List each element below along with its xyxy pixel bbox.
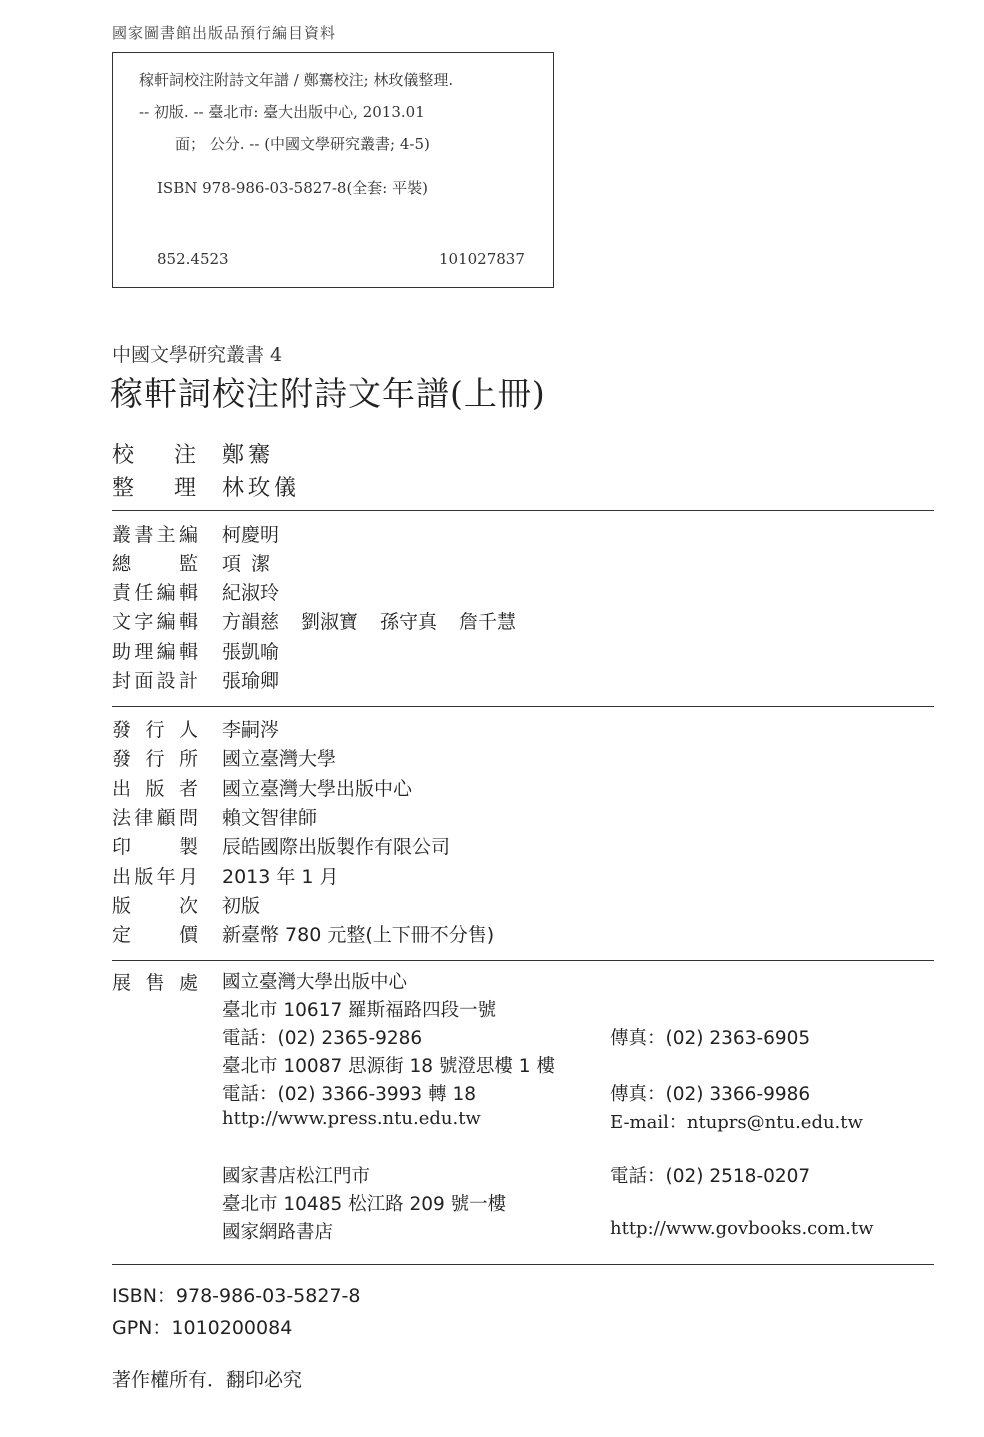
publication-row xyxy=(112,803,318,830)
publication-row xyxy=(112,774,413,801)
gpn: GPN：1010200084 xyxy=(112,1317,293,1339)
publication-row xyxy=(112,715,280,742)
ntu-press-address-1: 臺北市 10617 羅斯福路四段一號 xyxy=(222,1000,497,1021)
staff-label: 助理編輯 xyxy=(112,641,198,663)
publication-value: 初版 xyxy=(222,895,261,917)
staff-row xyxy=(112,637,280,664)
publication-label: 版次 xyxy=(112,895,198,917)
divider xyxy=(112,706,934,707)
cip-edition-line: -- 初版. -- 臺北市: 臺大出版中心, 2013.01 xyxy=(139,103,425,121)
staff-row xyxy=(112,549,281,576)
distribution-label: 展售處 xyxy=(112,972,198,994)
staff-name: 方韻慈 xyxy=(222,611,280,633)
cip-record-box xyxy=(112,52,554,288)
role-label: 校注 xyxy=(112,443,196,468)
staff-name: 張凱喻 xyxy=(222,641,280,663)
ntu-press-url: http://www.press.ntu.edu.tw xyxy=(222,1108,481,1129)
publication-value: 李嗣涔 xyxy=(222,719,280,741)
staff-label: 封面設計 xyxy=(112,670,198,692)
isbn: ISBN：978-986-03-5827-8 xyxy=(112,1285,361,1307)
staff-label: 總監 xyxy=(112,553,198,575)
publication-label: 印製 xyxy=(112,836,198,858)
publication-value: 辰皓國際出版製作有限公司 xyxy=(222,836,451,858)
publication-value: 國立臺灣大學出版中心 xyxy=(222,778,413,800)
ntu-press-name: 國立臺灣大學出版中心 xyxy=(222,972,408,993)
copyright-notice: 著作權所有．翻印必究 xyxy=(112,1369,303,1391)
staff-row xyxy=(112,666,280,693)
staff-name: 詹千慧 xyxy=(459,611,517,633)
publication-row xyxy=(112,744,337,771)
staff-name: 柯慶明 xyxy=(222,524,280,546)
publication-value: 新臺幣 780 元整(上下冊不分售) xyxy=(222,924,495,946)
distribution-label-row xyxy=(112,968,198,995)
publication-label: 法律顧問 xyxy=(112,807,198,829)
series-name: 中國文學研究叢書 4 xyxy=(112,344,283,366)
role-row-editor xyxy=(112,471,301,502)
staff-label: 文字編輯 xyxy=(112,611,198,633)
govbooks-url: http://www.govbooks.com.tw xyxy=(610,1218,874,1239)
staff-name: 劉淑寶 xyxy=(301,611,359,633)
staff-value xyxy=(222,520,301,547)
ntu-press-phone-2: 電話：(02) 3366-3993 轉 18 xyxy=(222,1084,476,1105)
ntu-press-phone-1: 電話：(02) 2365-9286 xyxy=(222,1028,423,1049)
staff-value xyxy=(222,549,302,576)
staff-value xyxy=(222,637,301,664)
role-value: 林玫儀 xyxy=(222,476,301,501)
govbooks-phone: 電話：(02) 2518-0207 xyxy=(610,1166,811,1187)
publication-row xyxy=(112,832,451,859)
staff-name: 紀淑玲 xyxy=(222,582,280,604)
divider xyxy=(112,510,934,511)
govbooks-online: 國家網路書店 xyxy=(222,1222,334,1243)
publication-label: 發行人 xyxy=(112,719,198,741)
staff-name: 項潔 xyxy=(222,553,281,575)
book-title: 稼軒詞校注附詩文年譜(上冊) xyxy=(110,374,546,413)
ntu-press-address-2: 臺北市 10087 思源街 18 號澄思樓 1 樓 xyxy=(222,1056,555,1077)
govbooks-address: 臺北市 10485 松江路 209 號一樓 xyxy=(222,1194,507,1215)
cip-title-line: 稼軒詞校注附詩文年譜 / 鄭騫校注; 林玫儀整理. xyxy=(139,71,454,89)
staff-value xyxy=(222,578,301,605)
govbooks-store: 國家書店松江門市 xyxy=(222,1166,371,1187)
publication-row xyxy=(112,862,339,889)
cip-physical-line: 面； 公分. -- (中國文學研究叢書; 4-5) xyxy=(175,135,430,153)
staff-label: 叢書主編 xyxy=(112,524,198,546)
staff-label: 責任編輯 xyxy=(112,582,198,604)
cip-record-number: 101027837 xyxy=(439,250,525,268)
ntu-press-email: E-mail：ntuprs@ntu.edu.tw xyxy=(610,1112,863,1133)
staff-row xyxy=(112,520,280,547)
publication-value: 2013 年 1 月 xyxy=(222,866,339,888)
staff-value xyxy=(222,666,301,693)
role-value: 鄭騫 xyxy=(222,443,275,468)
publication-row xyxy=(112,891,261,918)
divider xyxy=(112,1264,934,1265)
staff-row xyxy=(112,607,517,634)
publication-value: 國立臺灣大學 xyxy=(222,748,337,770)
cip-class-number: 852.4523 xyxy=(157,250,229,268)
staff-row xyxy=(112,578,280,605)
staff-value xyxy=(222,607,538,634)
publication-label: 出版者 xyxy=(112,778,198,800)
divider xyxy=(112,960,934,961)
publication-label: 出版年月 xyxy=(112,866,198,888)
publication-label: 定價 xyxy=(112,924,198,946)
cip-isbn-line: ISBN 978-986-03-5827-8(全套: 平裝) xyxy=(157,179,428,197)
publication-value: 賴文智律師 xyxy=(222,807,318,829)
publication-label: 發行所 xyxy=(112,748,198,770)
role-label: 整理 xyxy=(112,476,196,501)
staff-name: 張瑜卿 xyxy=(222,670,280,692)
ntu-press-fax-2: 傳真：(02) 3366-9986 xyxy=(610,1084,811,1105)
role-row-annotator xyxy=(112,438,275,469)
ntu-press-fax-1: 傳真：(02) 2363-6905 xyxy=(610,1028,811,1049)
cip-heading: 國家圖書館出版品預行編目資料 xyxy=(112,24,337,42)
publication-row xyxy=(112,920,495,947)
staff-name: 孫守真 xyxy=(380,611,438,633)
